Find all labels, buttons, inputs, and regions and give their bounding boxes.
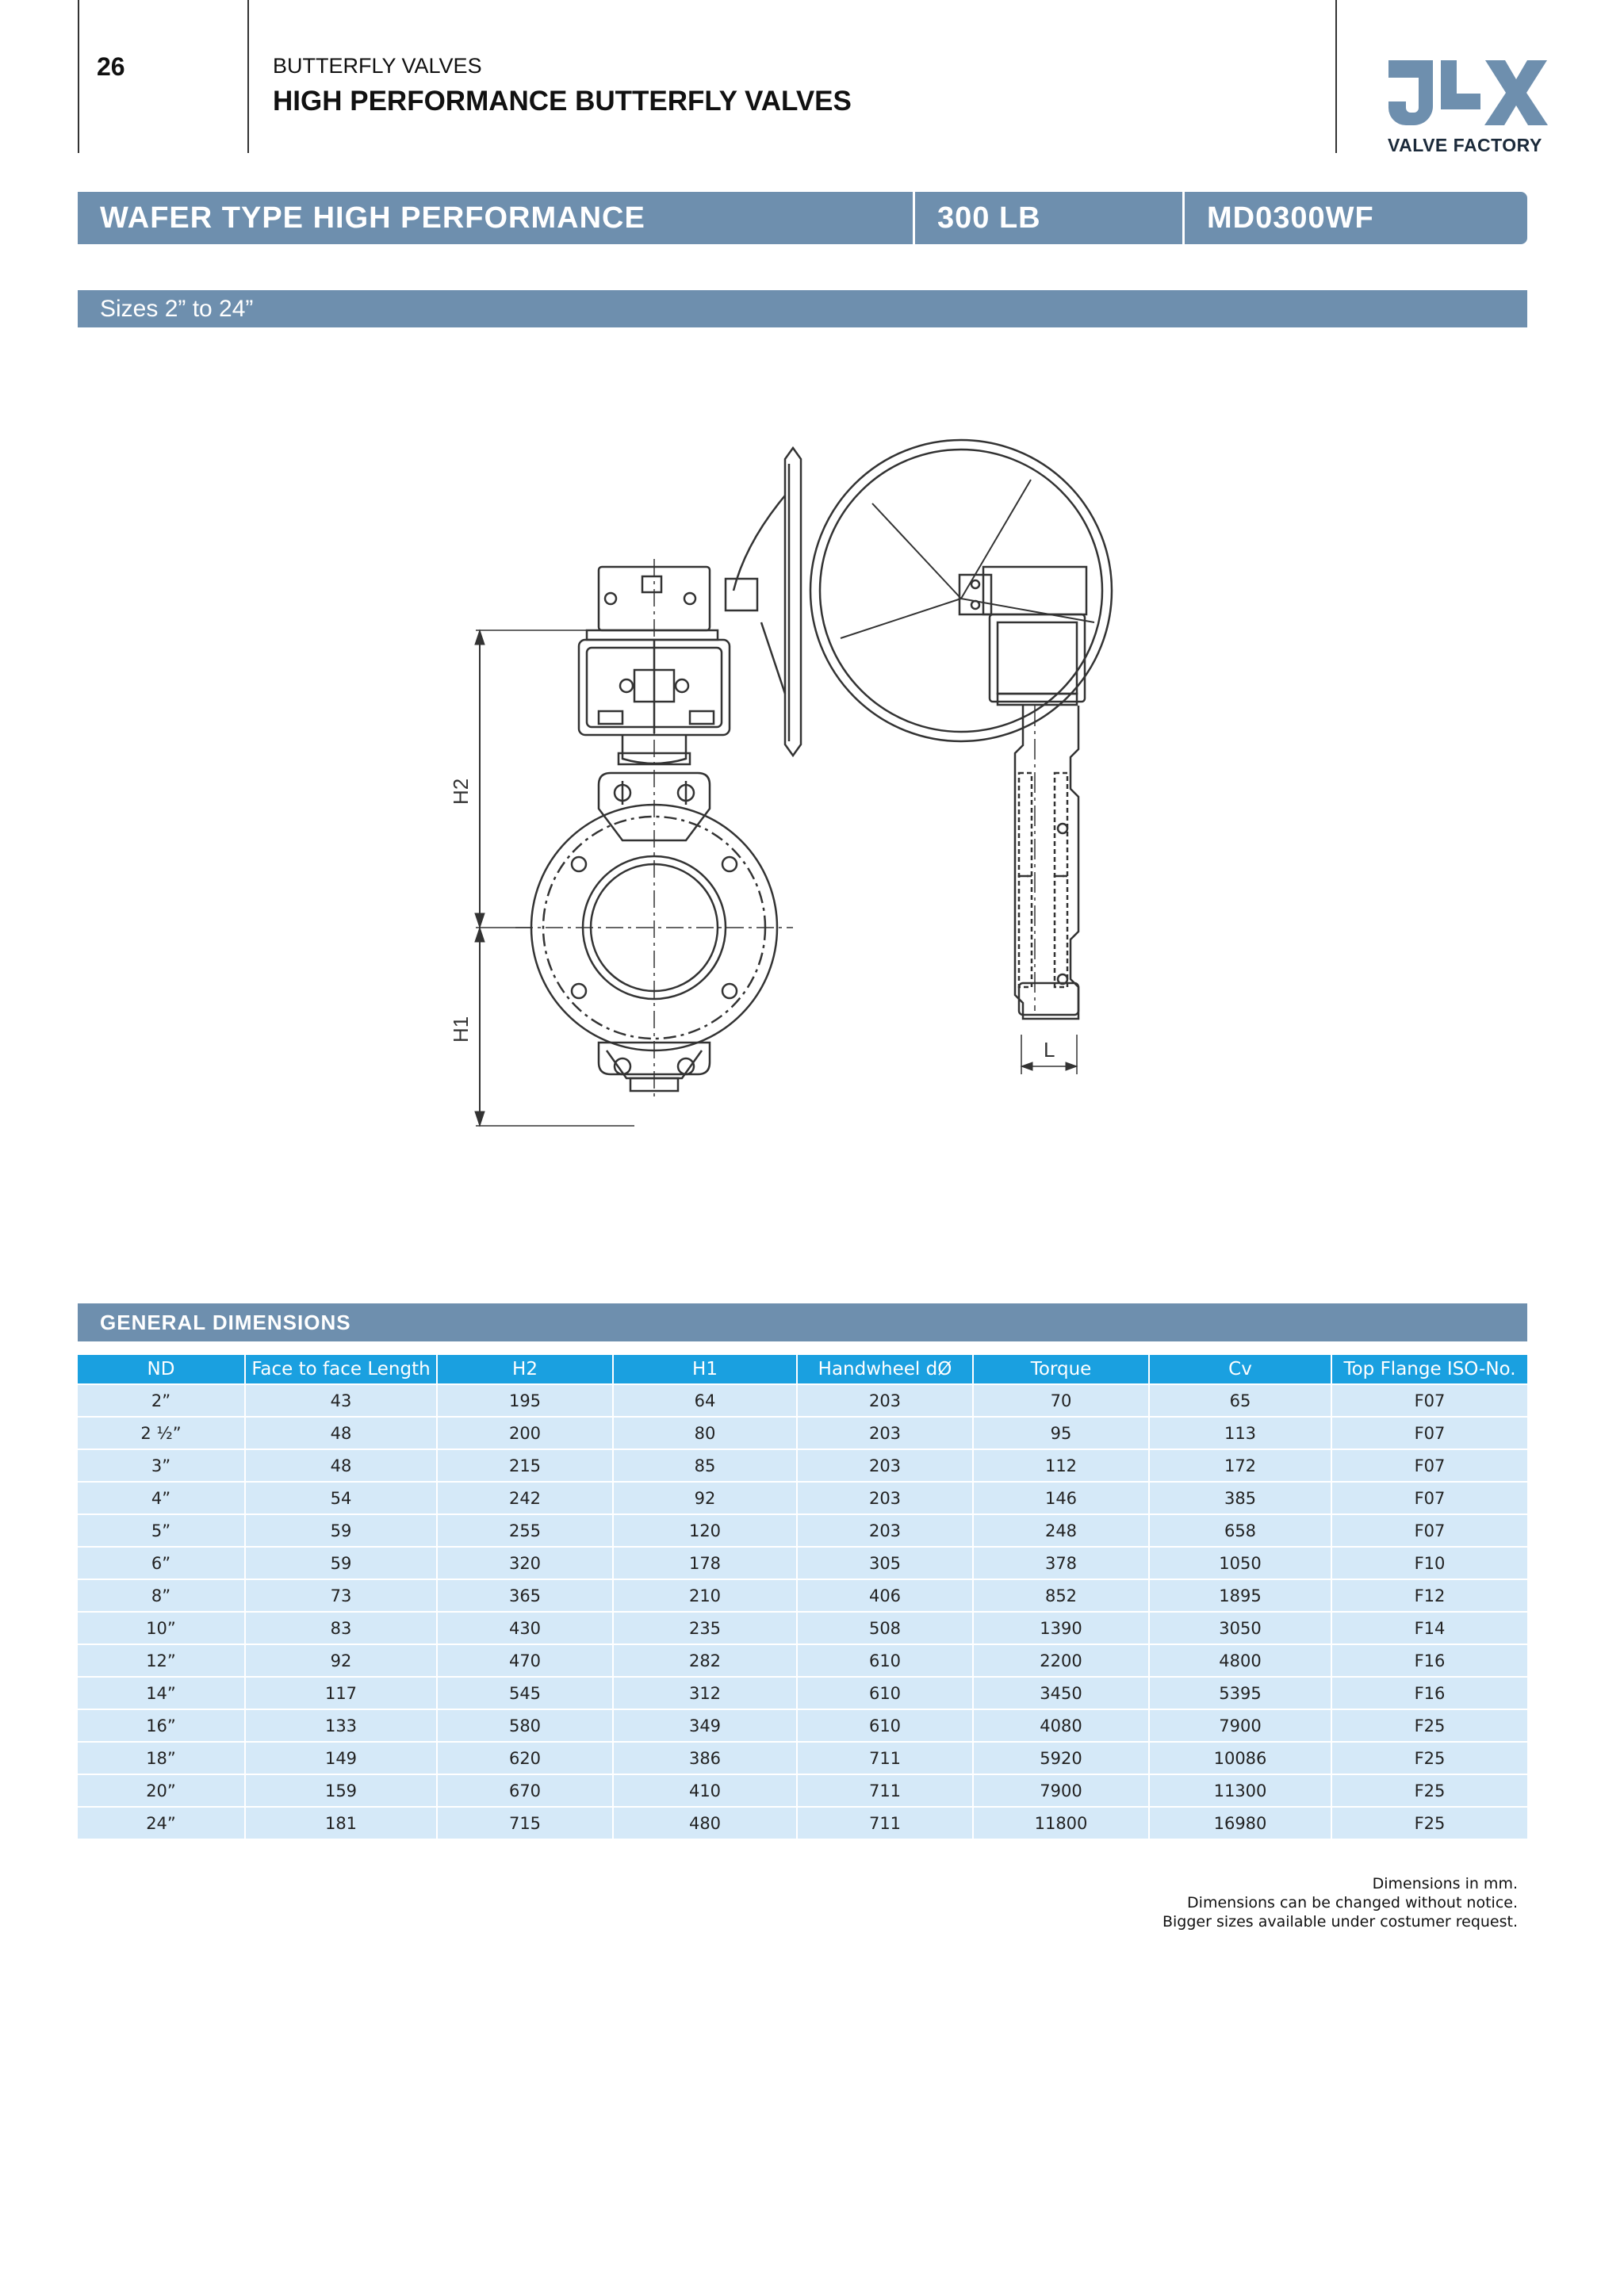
table-cell: 305 (798, 1546, 974, 1578)
table-row (78, 1578, 1527, 1611)
table-cell: 203 (798, 1481, 974, 1513)
table-cell: 248 (974, 1513, 1150, 1546)
table-row (78, 1806, 1527, 1839)
table-cell: 580 (438, 1709, 614, 1741)
table-cell: 242 (438, 1481, 614, 1513)
table-cell: F16 (1332, 1676, 1527, 1709)
table-cell: 2” (78, 1383, 246, 1416)
table-row (78, 1741, 1527, 1774)
table-row (78, 1448, 1527, 1481)
table-cell: 70 (974, 1383, 1150, 1416)
column-header-nd: ND (78, 1355, 246, 1383)
table-row (78, 1709, 1527, 1741)
dimension-label-l: L (1044, 1038, 1055, 1062)
product-title-bar (78, 192, 1527, 244)
table-cell: 83 (246, 1611, 438, 1644)
table-cell: 852 (974, 1578, 1150, 1611)
table-cell: 545 (438, 1676, 614, 1709)
table-cell: 349 (614, 1709, 798, 1741)
table-cell: 120 (614, 1513, 798, 1546)
table-row (78, 1481, 1527, 1513)
table-cell: F25 (1332, 1709, 1527, 1741)
column-header-face-to-face: Face to face Length (246, 1355, 438, 1383)
table-cell: 215 (438, 1448, 614, 1481)
table-cell: 203 (798, 1383, 974, 1416)
table-row (78, 1644, 1527, 1676)
table-header-row (78, 1355, 1527, 1383)
table-cell: 385 (1150, 1481, 1332, 1513)
table-cell: 610 (798, 1676, 974, 1709)
table-cell: 670 (438, 1774, 614, 1806)
table-cell: 59 (246, 1546, 438, 1578)
table-cell: F07 (1332, 1513, 1527, 1546)
table-row (78, 1611, 1527, 1644)
table-cell: 10” (78, 1611, 246, 1644)
table-cell: 43 (246, 1383, 438, 1416)
table-cell: F14 (1332, 1611, 1527, 1644)
table-cell: F07 (1332, 1448, 1527, 1481)
table-cell: 378 (974, 1546, 1150, 1578)
table-cell: 10086 (1150, 1741, 1332, 1774)
table-cell: 146 (974, 1481, 1150, 1513)
table-cell: 181 (246, 1806, 438, 1839)
table-cell: 178 (614, 1546, 798, 1578)
table-cell: 4800 (1150, 1644, 1332, 1676)
table-cell: 92 (614, 1481, 798, 1513)
table-cell: 112 (974, 1448, 1150, 1481)
table-cell: 203 (798, 1448, 974, 1481)
table-cell: F10 (1332, 1546, 1527, 1578)
table-cell: 410 (614, 1774, 798, 1806)
table-cell: 64 (614, 1383, 798, 1416)
footnotes (1162, 1874, 1518, 1931)
table-row (78, 1383, 1527, 1416)
table-cell: 508 (798, 1611, 974, 1644)
table-cell: 610 (798, 1709, 974, 1741)
table-cell: F07 (1332, 1416, 1527, 1448)
table-cell: 73 (246, 1578, 438, 1611)
header-divider-right (1335, 0, 1337, 153)
table-cell: 24” (78, 1806, 246, 1839)
table-cell: 200 (438, 1416, 614, 1448)
table-cell: 480 (614, 1806, 798, 1839)
table-cell: F16 (1332, 1644, 1527, 1676)
table-cell: 715 (438, 1806, 614, 1839)
table-cell: 235 (614, 1611, 798, 1644)
header-divider-left (78, 0, 79, 153)
column-header-h2: H2 (438, 1355, 614, 1383)
table-cell: 16” (78, 1709, 246, 1741)
page-number: 26 (97, 52, 125, 81)
pressure-class: 300 LB (915, 192, 1185, 244)
table-cell: 149 (246, 1741, 438, 1774)
table-cell: 711 (798, 1774, 974, 1806)
table-cell: F12 (1332, 1578, 1527, 1611)
table-cell: 4” (78, 1481, 246, 1513)
table-cell: 20” (78, 1774, 246, 1806)
table-cell: 386 (614, 1741, 798, 1774)
table-cell: 470 (438, 1644, 614, 1676)
table-cell: 48 (246, 1448, 438, 1481)
table-cell: 711 (798, 1741, 974, 1774)
table-cell: 406 (798, 1578, 974, 1611)
footnote: Bigger sizes available under costumer request. (1162, 1913, 1518, 1931)
column-header-handwheel: Handwheel dØ (798, 1355, 974, 1383)
table-cell: 8” (78, 1578, 246, 1611)
section-kicker: BUTTERFLY VALVES (273, 54, 482, 78)
table-cell: 312 (614, 1676, 798, 1709)
table-cell: 80 (614, 1416, 798, 1448)
table-cell: 210 (614, 1578, 798, 1611)
table-cell: 2200 (974, 1644, 1150, 1676)
table-cell: 658 (1150, 1513, 1332, 1546)
table-cell: 320 (438, 1546, 614, 1578)
table-cell: 5395 (1150, 1676, 1332, 1709)
column-header-cv: Cv (1150, 1355, 1332, 1383)
column-header-top-flange: Top Flange ISO-No. (1332, 1355, 1527, 1383)
table-row (78, 1416, 1527, 1448)
valve-technical-drawing (428, 432, 1158, 1193)
table-cell: 610 (798, 1644, 974, 1676)
table-cell: 620 (438, 1741, 614, 1774)
table-cell: 255 (438, 1513, 614, 1546)
table-cell: 172 (1150, 1448, 1332, 1481)
footnote: Dimensions in mm. (1372, 1875, 1518, 1892)
table-cell: 711 (798, 1806, 974, 1839)
dimension-label-h2: H2 (449, 778, 473, 805)
table-cell: 113 (1150, 1416, 1332, 1448)
table-cell: 14” (78, 1676, 246, 1709)
table-cell: 11300 (1150, 1774, 1332, 1806)
footnote: Dimensions can be changed without notice. (1187, 1894, 1518, 1911)
table-cell: 203 (798, 1416, 974, 1448)
table-cell: 3450 (974, 1676, 1150, 1709)
table-cell: 12” (78, 1644, 246, 1676)
table-cell: F07 (1332, 1383, 1527, 1416)
table-cell: 365 (438, 1578, 614, 1611)
table-cell: 95 (974, 1416, 1150, 1448)
general-dimensions-header: GENERAL DIMENSIONS (78, 1303, 1527, 1341)
table-cell: 65 (1150, 1383, 1332, 1416)
dimensions-table (78, 1355, 1527, 1839)
section-title: HIGH PERFORMANCE BUTTERFLY VALVES (273, 86, 852, 117)
table-cell: 159 (246, 1774, 438, 1806)
table-cell: 7900 (974, 1774, 1150, 1806)
table-cell: 1390 (974, 1611, 1150, 1644)
product-name: WAFER TYPE HIGH PERFORMANCE (78, 192, 915, 244)
table-cell: 18” (78, 1741, 246, 1774)
table-row (78, 1774, 1527, 1806)
table-cell: 85 (614, 1448, 798, 1481)
table-cell: 2 ½” (78, 1416, 246, 1448)
table-cell: 3050 (1150, 1611, 1332, 1644)
table-cell: 7900 (1150, 1709, 1332, 1741)
table-row (78, 1513, 1527, 1546)
table-cell: 5920 (974, 1741, 1150, 1774)
table-cell: 133 (246, 1709, 438, 1741)
table-cell: 16980 (1150, 1806, 1332, 1839)
table-cell: 430 (438, 1611, 614, 1644)
table-cell: 54 (246, 1481, 438, 1513)
table-row (78, 1676, 1527, 1709)
table-cell: 1895 (1150, 1578, 1332, 1611)
column-header-h1: H1 (614, 1355, 798, 1383)
table-cell: 1050 (1150, 1546, 1332, 1578)
table-cell: F25 (1332, 1806, 1527, 1839)
model-code: MD0300WF (1207, 201, 1374, 235)
column-header-torque: Torque (974, 1355, 1150, 1383)
table-cell: 282 (614, 1644, 798, 1676)
table-cell: 117 (246, 1676, 438, 1709)
size-range-bar: Sizes 2” to 24” (78, 290, 1527, 327)
table-cell: 48 (246, 1416, 438, 1448)
table-cell: 4080 (974, 1709, 1150, 1741)
header-divider-middle (247, 0, 249, 153)
table-cell: 6” (78, 1546, 246, 1578)
table-cell: F25 (1332, 1774, 1527, 1806)
table-cell: F25 (1332, 1741, 1527, 1774)
table-cell: 92 (246, 1644, 438, 1676)
dimension-label-h1: H1 (449, 1016, 473, 1043)
table-cell: 203 (798, 1513, 974, 1546)
table-cell: 5” (78, 1513, 246, 1546)
logo-subtitle: VALVE FACTORY (1388, 135, 1542, 155)
table-cell: 11800 (974, 1806, 1150, 1839)
table-row (78, 1546, 1527, 1578)
table-cell: F07 (1332, 1481, 1527, 1513)
table-cell: 59 (246, 1513, 438, 1546)
table-cell: 3” (78, 1448, 246, 1481)
table-cell: 195 (438, 1383, 614, 1416)
